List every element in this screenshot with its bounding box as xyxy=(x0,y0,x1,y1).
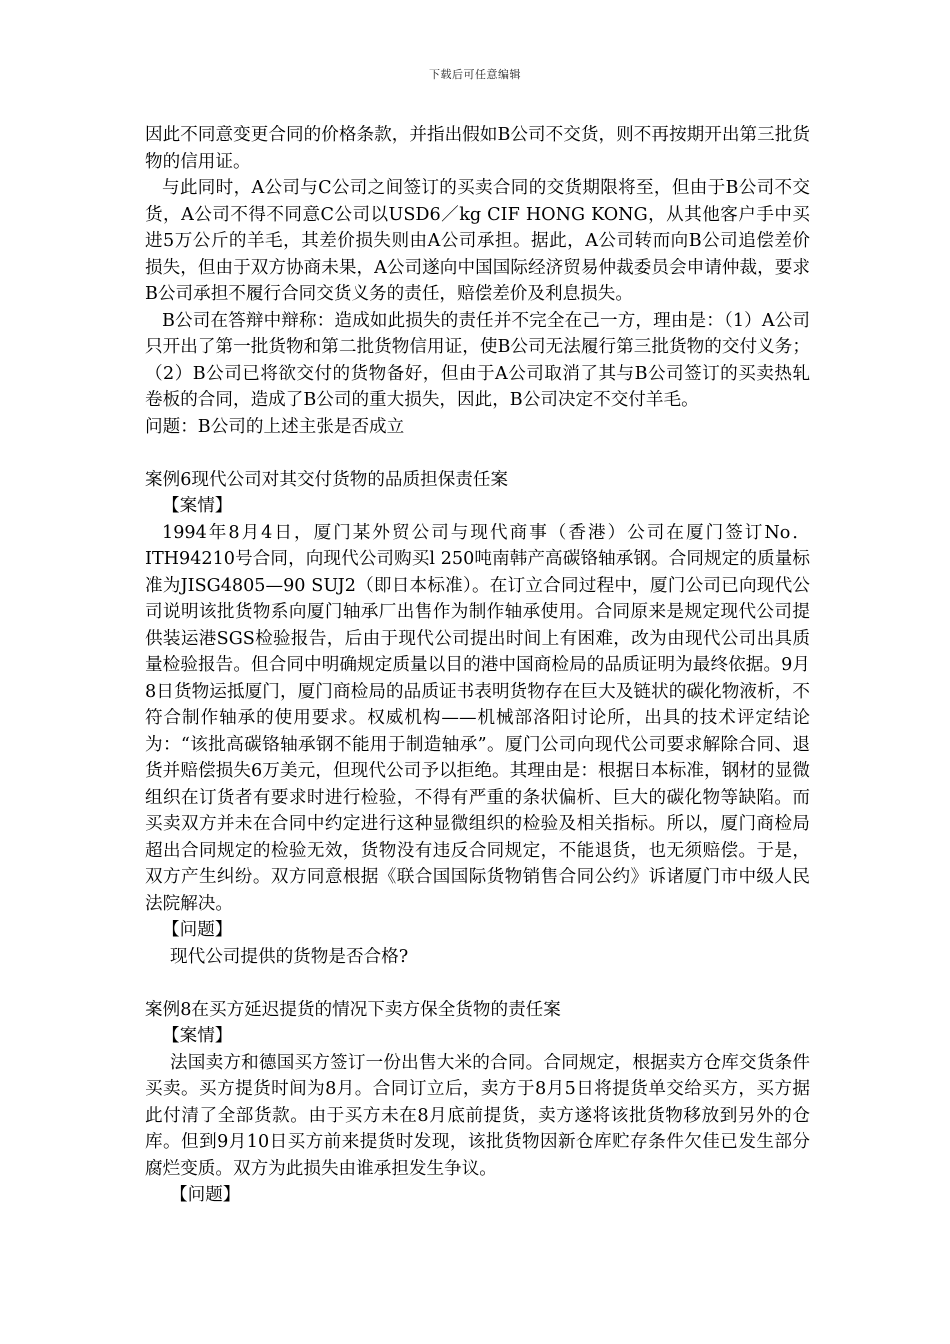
section-label: 【问题】 xyxy=(162,920,233,940)
question-line: 问题：B公司的上述主张是否成立 xyxy=(145,416,405,437)
spacer xyxy=(145,970,810,997)
case-title: 案例8在买方延迟提货的情况下卖方保全货物的责任案 xyxy=(145,999,561,1020)
document-body xyxy=(145,122,810,1209)
paragraph: 法国卖方和德国买方签订一份出售大米的合同。合同规定，根据卖方仓库交货条件买卖。买方提货时间为8月。合同订立后，卖方于8月5日将提货单交给买方，买方据此付清了全部货款。由于买方未在8月底前提货，卖方遂将该批货物移放到另外的仓库。但到9月10日买方前来提货时发现，该批货物因新仓库贮存条件欠佳已发生部分腐烂变质。双方为此损失由谁承担发生争议。 xyxy=(145,1052,810,1179)
case-title: 案例6现代公司对其交付货物的品质担保责任案 xyxy=(145,469,509,490)
paragraph: 因此不同意变更合同的价格条款，并指出假如B公司不交货，则不再按期开出第三批货物的信用证。 xyxy=(145,125,810,172)
page-header-note: 下载后可任意编辑 xyxy=(429,68,521,81)
paragraph: 与此同时，A公司与C公司之间签订的买卖合同的交货期限将至，但由于B公司不交货，A公司不得不同意C公司以USD6／kg CIF HONG KONG，从其他客户手中买进5万公斤的羊毛，其差价损失则由A公司承担。据此，A公司转而向B公司追偿差价损失，但由于双方协商未果，A公司遂向中国国际经济贸易仲裁委员会申请仲裁，要求B公司承担不履行合同交货义务的责任，赔偿差价及利息损失。 xyxy=(145,178,810,304)
spacer xyxy=(145,440,810,467)
question-line: 现代公司提供的货物是否合格? xyxy=(170,946,409,967)
paragraph: 1994年8月4日，厦门某外贸公司与现代商事（香港）公司在厦门签订No．ITH94210号合同，向现代公司购买l 250吨南韩产高碳铬轴承钢。合同规定的质量标准为JISG4805—90 SUJ2（即日本标准）。在订立合同过程中，厦门公司已向现代公司说明该批货物系向厦门轴承厂出售作为制作轴承使用。合同原来是规定现代公司提供装运港SGS检验报告，后由于现代公司提出时间上有困难，改为由现代公司出具质量检验报告。但合同中明确规定质量以目的港中国商检局的品质证明为最终依据。9月8日货物运抵厦门，厦门商检局的品质证书表明货物存在巨大及链状的碳化物液析，不符合制作轴承的使用要求。权威机构——机械部洛阳讨论所，出具的技术评定结论为：“该批高碳铬轴承钢不能用于制造轴承”。厦门公司向现代公司要求解除合同、退货并赔偿损失6万美元，但现代公司予以拒绝。其理由是：根据日本标准，钢材的显微组织在订货者有要求时进行检验，不得有严重的条状偏析、巨大的碳化物等缺陷。而买卖双方并未在合同中约定进行这种显微组织的检验及相关指标。所以，厦门商检局超出合同规定的检验无效，货物没有违反合同规定，不能退货，也无须赔偿。于是，双方产生纠纷。双方同意根据《联合国国际货物销售合同公约》诉诸厦门市中级人民法院解决。 xyxy=(145,522,810,914)
section-label: 【案情】 xyxy=(162,496,233,516)
section-label: 【问题】 xyxy=(170,1185,241,1205)
section-label: 【案情】 xyxy=(162,1026,233,1046)
paragraph: B公司在答辩中辩称：造成如此损失的责任并不完全在己一方，理由是：（1）A公司只开出了第一批货物和第二批货物信用证，使B公司无法履行第三批货物的交付义务；（2）B公司已将欲交付的货物备好，但由于A公司取消了其与B公司签订的买卖热轧卷板的合同，造成了B公司的重大损失，因此，B公司决定不交付羊毛。 xyxy=(145,310,810,410)
